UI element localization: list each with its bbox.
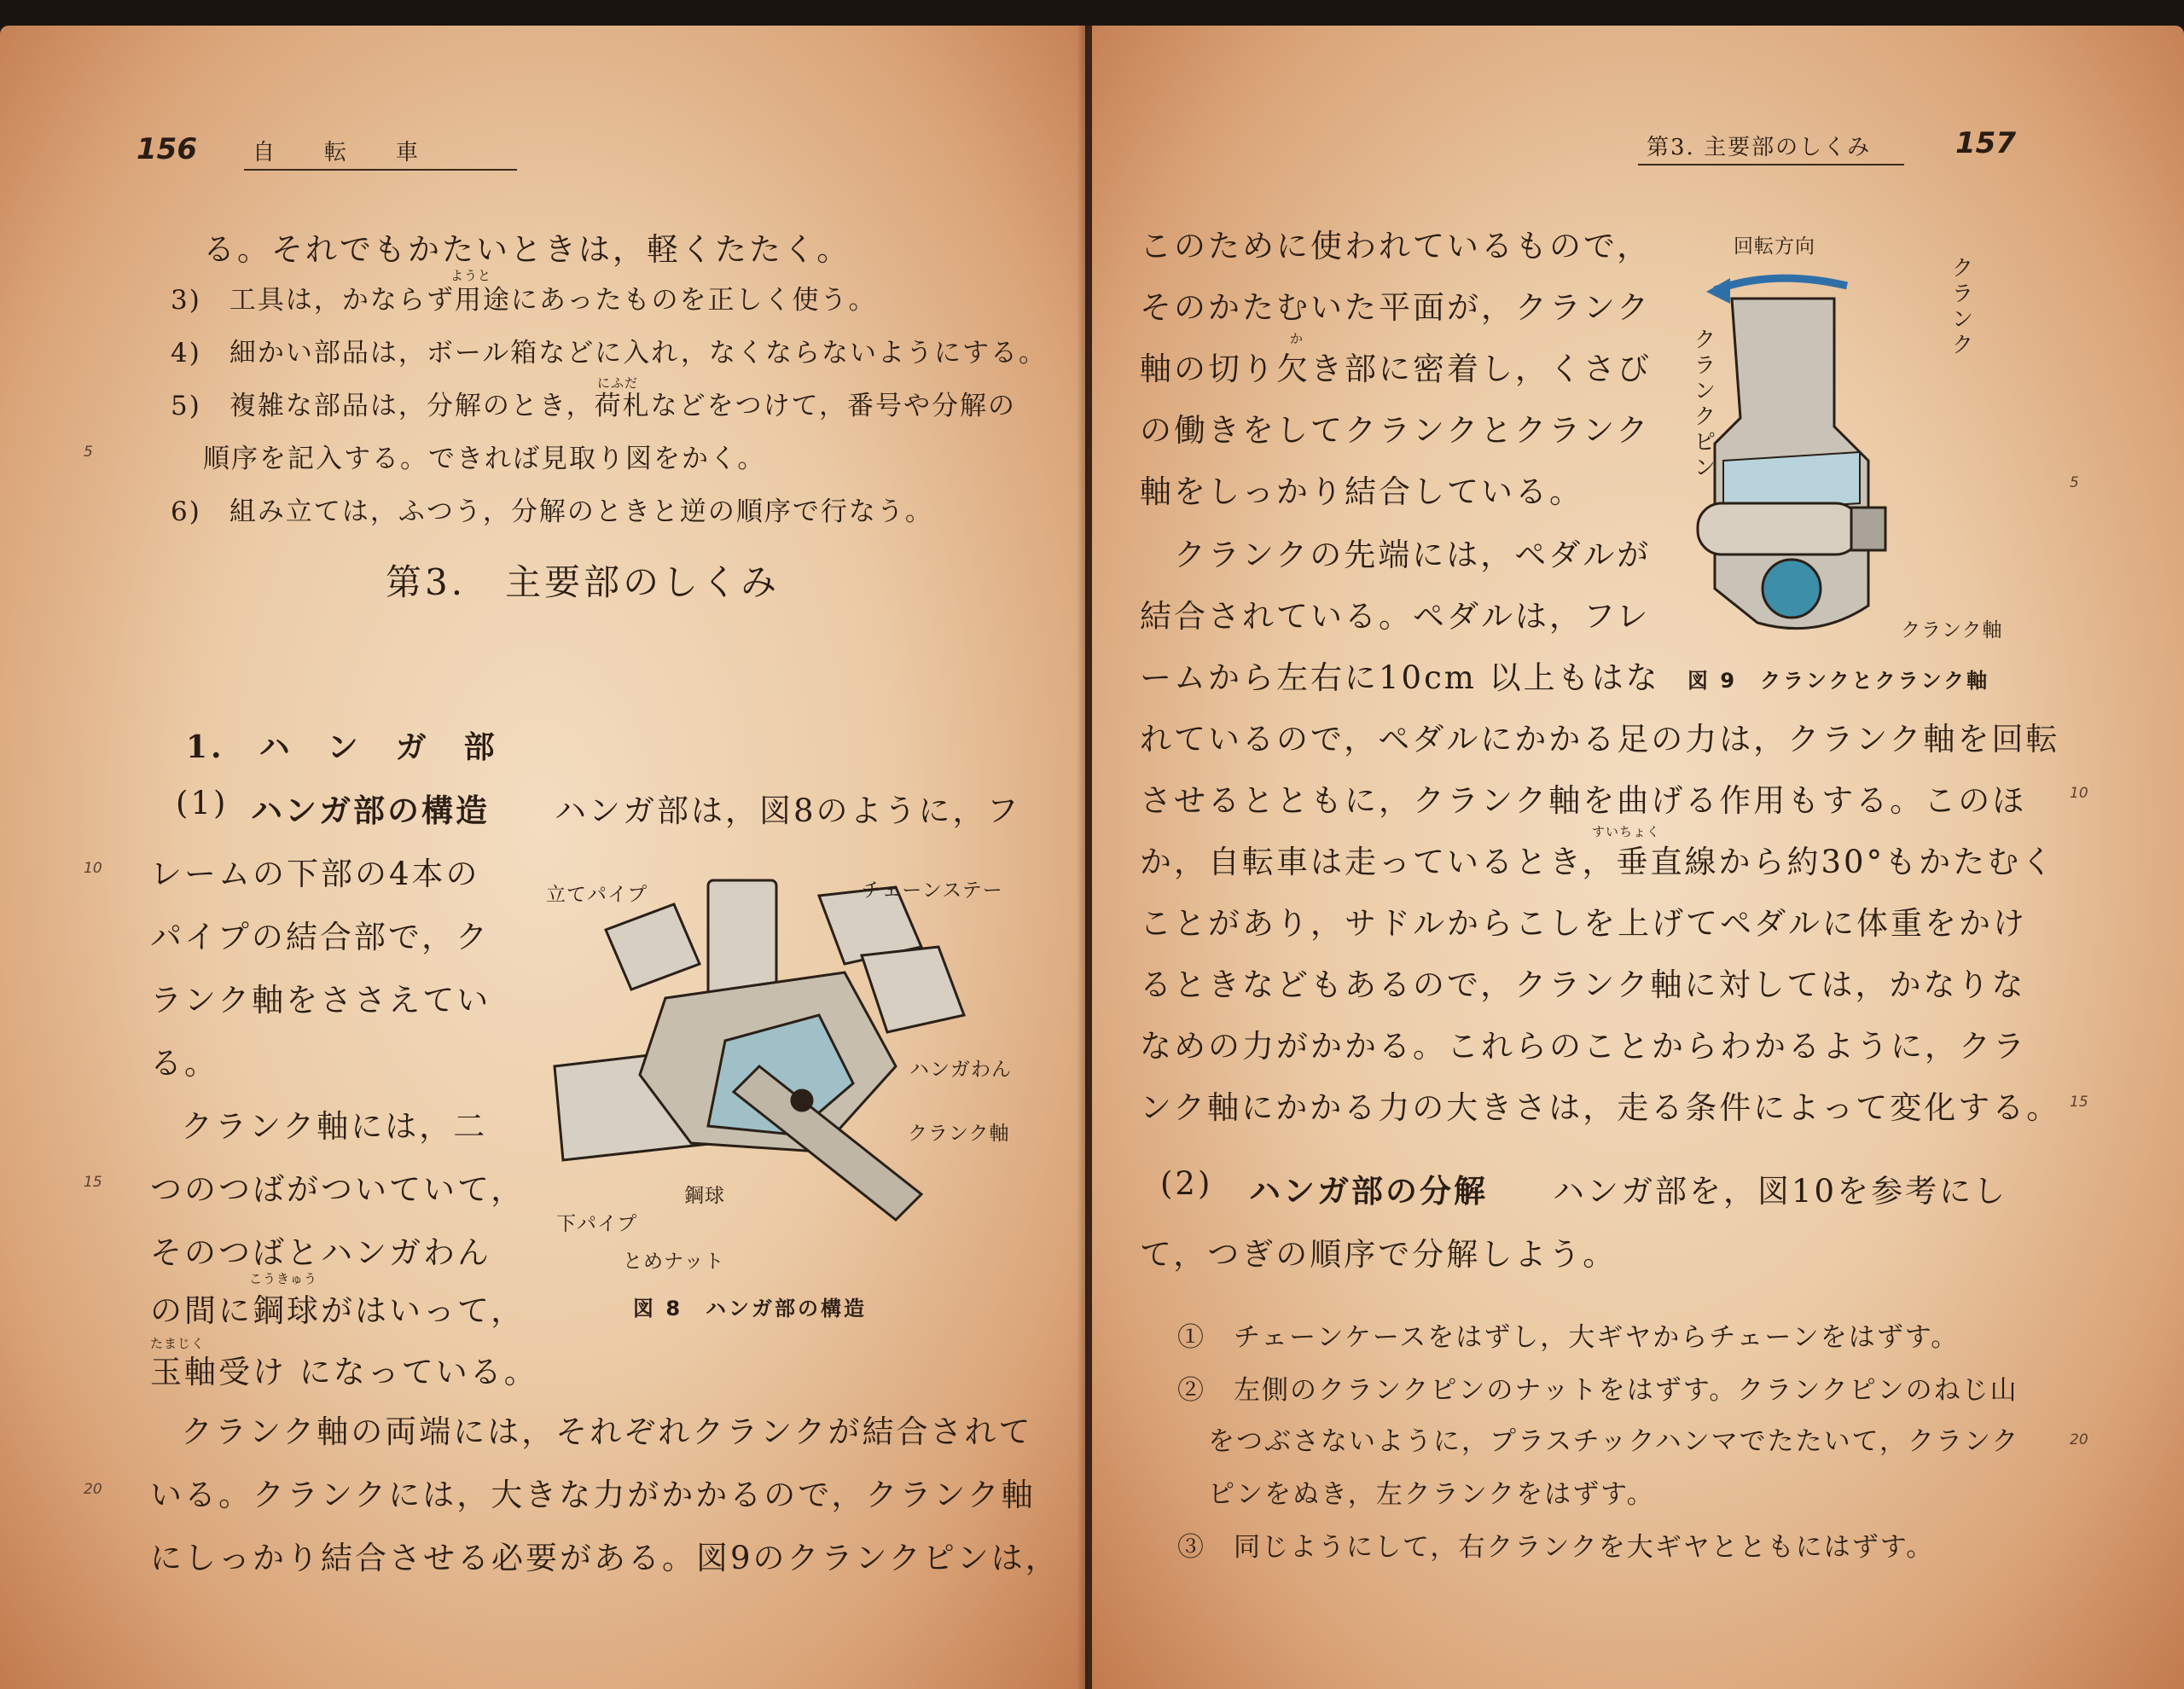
hanger-drawing: [555, 880, 964, 1220]
text-line: クランク軸には，二: [181, 1108, 488, 1145]
para-heading: ハンガ部の分解: [1249, 1172, 1488, 1210]
text-line: パイプの結合部で，ク: [150, 919, 491, 955]
para-text: て，つぎの順序で分解しよう。: [1140, 1236, 1618, 1273]
crank-pin: [1698, 503, 1860, 554]
figure-caption: 図 9 クランクとクランク軸: [1687, 669, 1990, 693]
page-number: 157: [1955, 126, 2016, 160]
text-line: るときなどもあるので，クランク軸に対しては，かなりな: [1140, 966, 2026, 1003]
para-heading: ハンガ部の構造: [251, 792, 490, 829]
running-head: 第3. 主要部のしくみ: [1647, 135, 1872, 160]
text-line: させるとともに，クランク軸を曲げる作用もする。このほ: [1140, 782, 2027, 819]
figure-label: とめナット: [623, 1251, 725, 1273]
text-line: なめの力がかかる。これらのことからわかるように，クラ: [1140, 1028, 2027, 1065]
list-item: 順序を記入する。できれば見取り図をかく。: [203, 444, 766, 474]
text-line: レームの下部の4本の: [150, 856, 480, 892]
text-line: れているので，ペダルにかかる足の力は，クランク軸を回転: [1140, 721, 2060, 757]
figure-label: 下パイプ: [556, 1213, 638, 1235]
left-page: [0, 26, 1085, 1689]
text-line: ンク軸にかかる力の大きさは，走る条件によって変化する。: [1140, 1089, 2061, 1126]
para-label: (1): [176, 785, 229, 821]
crank-shaft: [1763, 560, 1821, 618]
step-item: ③ 同じようにして，右クランクを大ギヤとともにはずす。: [1177, 1532, 1935, 1563]
rotation-arrowhead: [1706, 278, 1730, 304]
ruby: ようと: [450, 268, 492, 283]
figure-label: ハンガわん: [909, 1059, 1012, 1081]
text-line: 結合されている。ペダルは，フレ: [1140, 598, 1651, 635]
text-line: ームから左右に10cm 以上もはな: [1140, 659, 1660, 696]
running-head: 自 転 車: [253, 140, 421, 165]
crank-pin-nut: [1851, 508, 1885, 550]
right-page: [1092, 26, 2184, 1689]
text-line: このために使われているもので，: [1140, 228, 1652, 264]
figure-label: クランク: [1948, 256, 1973, 358]
line-number: 20: [84, 1481, 102, 1498]
text-line: る。それでもかたいときは，軽くたたく。: [203, 231, 851, 268]
figure-label: 立てパイプ: [546, 884, 648, 906]
section-title: 1. ハ ン ガ 部: [186, 729, 498, 765]
line-number: 15: [84, 1174, 102, 1191]
text-line: の働きをしてクランクとクランク: [1140, 412, 1651, 449]
list-item: 4) 細かい部品は，ボール箱などに入れ，なくならないようにする。: [171, 338, 1048, 369]
header-rule: [244, 169, 517, 171]
line-number: 5: [2070, 474, 2079, 491]
figure-label: 鋼球: [684, 1185, 725, 1207]
text-line: にしっかり結合させる必要がある。図9のクランクピンは，: [150, 1540, 1060, 1576]
ruby: すいちょく: [1592, 824, 1661, 839]
text-line: 軸をしっかり結合している。: [1140, 473, 1583, 510]
text-line: ことがあり，サドルからこしを上げてペダルに体重をかけ: [1140, 905, 2027, 942]
figure-label: チェーンステー: [862, 879, 1003, 902]
text-line: の間に鋼球がはいって，: [150, 1292, 526, 1329]
figure-label: 回転方向: [1734, 235, 1815, 258]
line-number: 10: [84, 860, 102, 877]
list-item: 3) 工具は，かならず用途にあったものを正しく使う。: [171, 285, 877, 316]
text-line: か，自転車は走っているとき，垂直線から約30°もかたむく: [1140, 844, 2056, 880]
text-line: いる。クランクには，大きな力がかかるので，クランク軸: [150, 1477, 1036, 1513]
figure-label: クランクピン: [1690, 328, 1716, 481]
text-line: クランク軸の両端には，それぞれクランクが結合されて: [181, 1413, 1033, 1450]
list-item: 6) 組み立ては，ふつう，分解のときと逆の順序で行なう。: [171, 496, 933, 527]
text-line: る。: [150, 1045, 218, 1082]
para-lead: ハンガ部は，図8のように，フ: [555, 792, 1021, 829]
figure-caption: 図 8 ハンガ部の構造: [633, 1297, 868, 1320]
line-number: 5: [84, 444, 93, 461]
header-rule: [1638, 164, 1904, 165]
para-label: (2): [1160, 1165, 1213, 1202]
text-line: 軸の切り欠き部に密着し，くさび: [1140, 351, 1652, 387]
rotation-arrow: [1715, 278, 1847, 290]
step-item: ① チェーンケースをはずし，大ギヤからチェーンをはずす。: [1177, 1322, 1960, 1353]
step-item: ピンをぬき，左クランクをはずす。: [1208, 1479, 1655, 1510]
ruby: にふだ: [597, 375, 639, 391]
ruby: か: [1290, 331, 1304, 346]
text-line: 玉軸受け になっている。: [150, 1354, 538, 1390]
figure-label: クランク軸: [908, 1123, 1010, 1145]
text-line: そのかたむいた平面が，クランク: [1140, 289, 1652, 326]
text-line: クランクの先端には，ペダルが: [1140, 537, 1652, 573]
ruby: こうきゅう: [249, 1271, 318, 1286]
step-item: ② 左側のクランクピンのナットをはずす。クランクピンのねじ山: [1177, 1375, 2018, 1406]
list-item: 5) 複雑な部品は，分解のとき，荷札などをつけて，番号や分解の: [171, 391, 1016, 421]
ruby: たまじく: [150, 1336, 206, 1351]
text-line: ランク軸をささえてい: [150, 982, 491, 1019]
line-number: 20: [2070, 1431, 2088, 1448]
para-text: ハンガ部を，図10を参考にし: [1553, 1173, 2008, 1210]
text-line: つのつばがついていて，: [150, 1171, 526, 1208]
chapter-title: 第3. 主要部のしくみ: [386, 561, 781, 603]
step-item: をつぶさないように，プラスチックハンマでたたいて，クランク: [1208, 1426, 2020, 1457]
text-line: そのつばとハンガわん: [150, 1234, 491, 1271]
line-number: 15: [2070, 1094, 2088, 1111]
page-number: 156: [136, 132, 197, 166]
figure-label: クランク軸: [1901, 619, 2003, 641]
line-number: 10: [2070, 785, 2088, 802]
